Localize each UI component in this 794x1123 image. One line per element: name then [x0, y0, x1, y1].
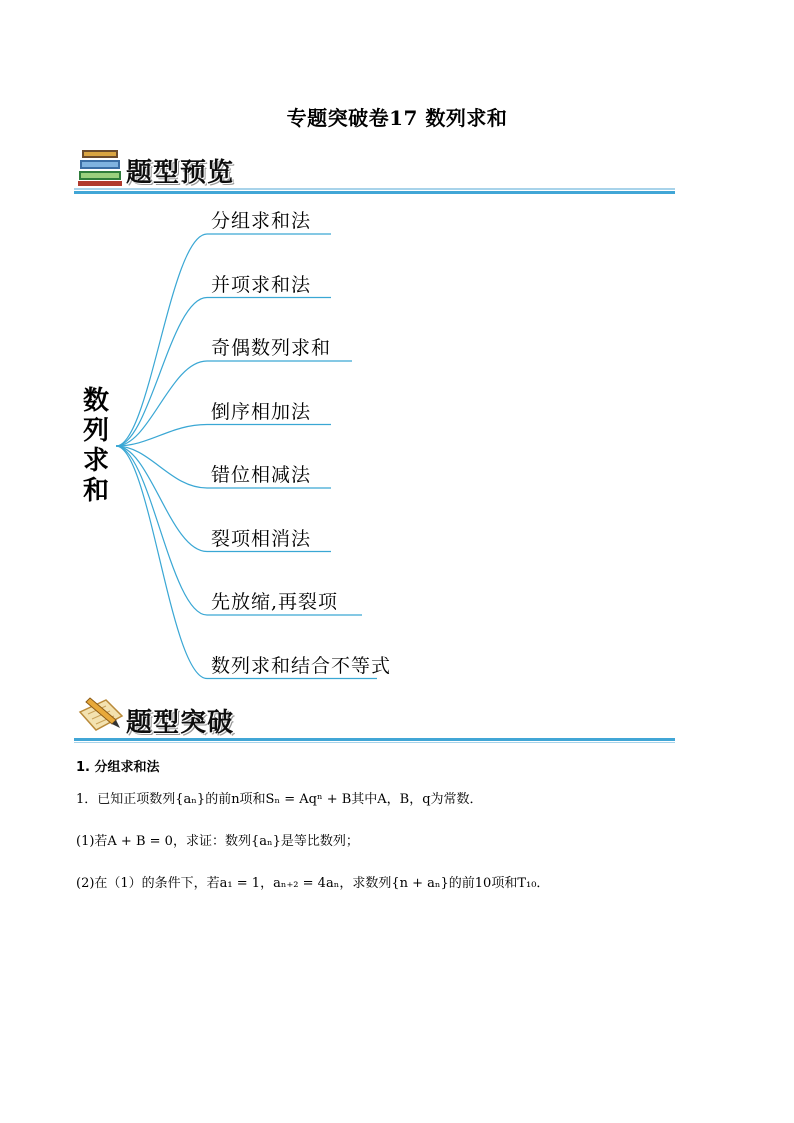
mindmap-branch-label: 倒序相加法: [211, 400, 312, 423]
root-char: 数: [82, 386, 109, 416]
mindmap-branch-label: 分组求和法: [211, 210, 312, 232]
root-char: 和: [82, 476, 109, 506]
section-heading: 1. 分组求和法: [76, 760, 160, 775]
breakthrough-banner-title: 题型突破: [126, 708, 235, 738]
mindmap-connector: [116, 446, 207, 679]
notebook-pencil-icon: [76, 692, 126, 736]
mindmap-branch-label: 错位相减法: [211, 464, 312, 486]
mindmap-branch-label: 奇偶数列求和: [211, 337, 332, 359]
breakthrough-banner: [74, 692, 675, 752]
banner-rule-light: [74, 742, 675, 743]
mindmap-branch-label: 并项求和法: [211, 273, 312, 296]
page-title: 专题突破卷17 数列求和: [286, 106, 508, 130]
root-char: 列: [82, 416, 109, 446]
preview-banner-title: 题型预览: [126, 158, 235, 188]
mindmap-branch-label: 先放缩,再裂项: [211, 591, 339, 613]
mindmap-connector: [116, 234, 207, 446]
mindmap-connector: [116, 446, 207, 615]
root-char: 求: [82, 446, 109, 476]
banner-rule-dark: [74, 738, 675, 741]
question-1: 1．已知正项数列{aₙ}的前n项和Sₙ = Aqⁿ + B其中A，B，q为常数．: [76, 792, 483, 807]
question-1-part-1: (1)若A + B = 0，求证：数列{aₙ}是等比数列；: [76, 834, 359, 849]
mindmap-branch-label: 裂项相消法: [211, 527, 312, 550]
mindmap-connector: [116, 298, 207, 447]
mindmap-branch-label: 数列求和结合不等式: [211, 654, 392, 677]
question-1-part-2: (2)在（1）的条件下，若a₁ = 1，aₙ₊₂ = 4aₙ，求数列{n + aₙ}的前10项和T₁₀．: [76, 876, 550, 891]
